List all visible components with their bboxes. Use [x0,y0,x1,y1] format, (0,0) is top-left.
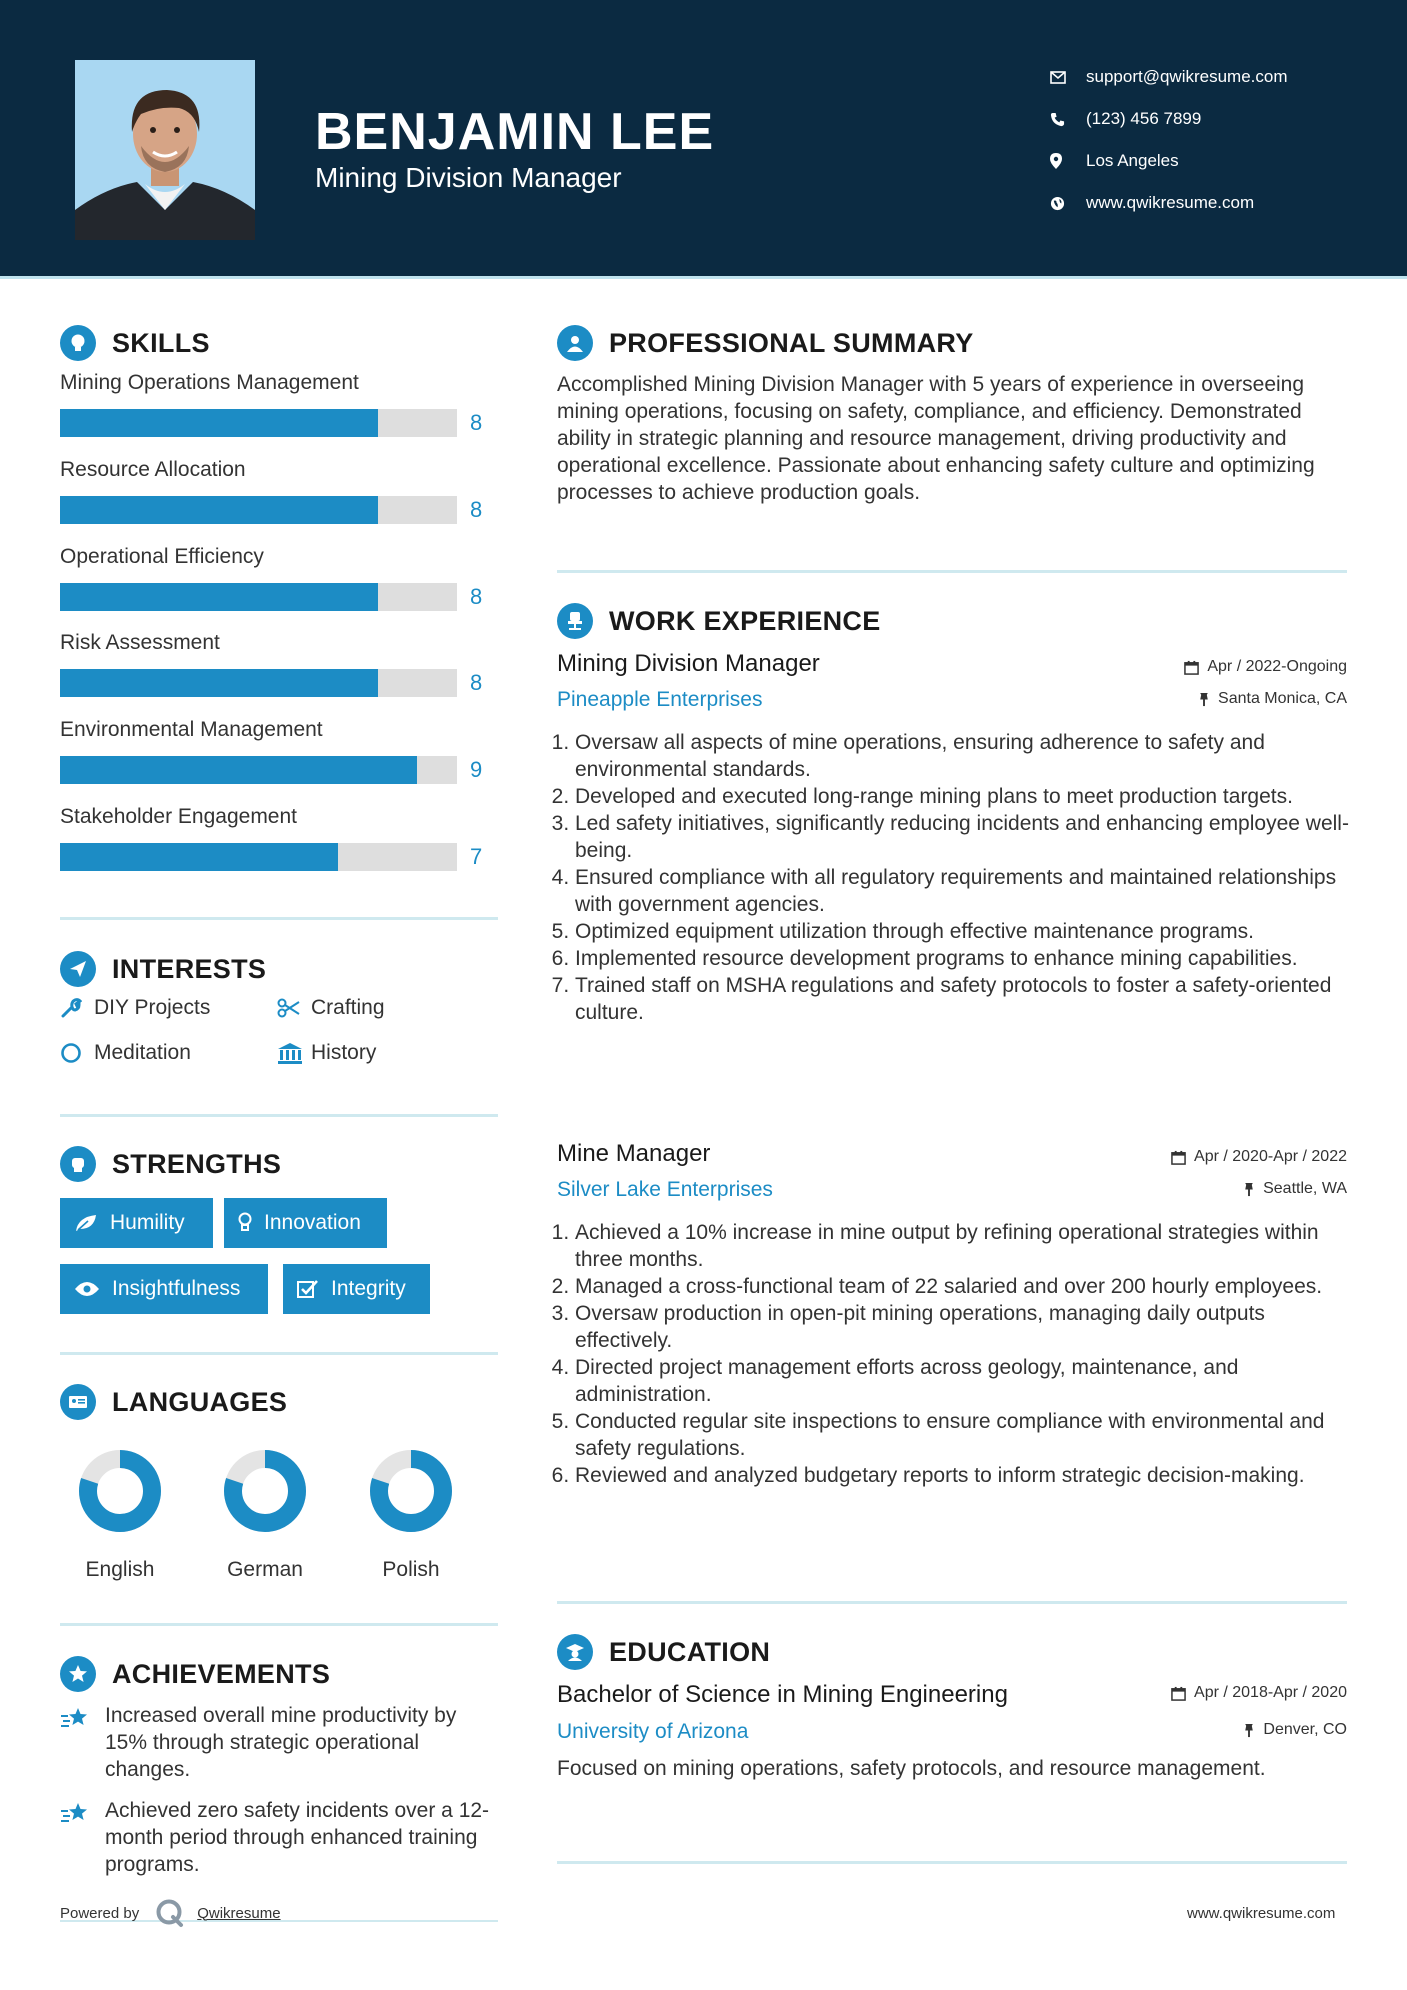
job-bullet: 1. Achieved a 10% increase in mine output by refining operational strategies within three months. [575,1219,1357,1273]
skill-bar-fill [60,669,378,697]
strength-label: Humility [110,1211,185,1234]
section-divider [557,570,1347,573]
skill-name: Operational Efficiency [60,545,264,568]
museum-icon [277,1042,311,1064]
lightbulb-icon [238,1212,252,1234]
skill-bar-fill [60,843,338,871]
achievement-item [60,1702,500,1783]
id-card-icon [60,1384,96,1420]
summary-title: PROFESSIONAL SUMMARY [609,327,974,358]
contact-email[interactable] [1050,56,1288,98]
section-divider [60,1114,498,1117]
school-name: University of Arizona [557,1720,749,1743]
powered-by-label: Powered by [60,1904,140,1922]
star-badge-icon [60,1656,96,1692]
job-location-text: Seattle, WA [1263,1180,1347,1197]
education-title: EDUCATION [609,1636,771,1667]
raised-fist-icon [60,1146,96,1182]
lightbulb-icon [60,325,96,361]
calendar-icon [1171,1686,1186,1701]
summary-text: Accomplished Mining Division Manager with 5 years of experience in overseeing mining operations, focusing on safety, compliance, and efficiency. Demonstrated ability in strategic planning and resource management, driving productivity and operational excellence. Passionate about enhancing safety culture and optimizing processes to achieve production goals. [557,373,1315,504]
section-divider [557,1601,1347,1604]
summary-heading [557,325,974,361]
job-bullet: 7. Trained staff on MSHA regulations and safety protocols to foster a safety-oriented culture. [575,972,1357,1026]
skill-bar-fill [60,756,417,784]
job-bullet: 1. Oversaw all aspects of mine operations, ensuring adherence to safety and environmental standards. [575,729,1357,783]
job-title: Mine Manager [557,1140,711,1167]
language-item [210,1448,320,1582]
interest-item [60,1041,191,1065]
job-location [1243,1180,1347,1198]
skill-bar-fill [60,409,378,437]
circle-icon [60,1042,94,1064]
skill-bar [60,583,457,611]
contact-location [1050,140,1288,182]
calendar-icon [1171,1150,1186,1165]
wrench-icon [60,997,94,1019]
degree-title: Bachelor of Science in Mining Engineering [557,1681,1008,1708]
job-bullet: 4. Ensured compliance with all regulatory requirements and maintained relationships with government agencies. [575,864,1357,918]
skill-score: 8 [470,670,483,695]
skill-score: 8 [470,497,483,522]
interest-item [277,1041,376,1065]
shooting-star-icon [60,1797,105,1878]
section-divider [60,917,498,920]
strength-chip [60,1264,268,1314]
skill-name: Resource Allocation [60,458,246,481]
contact-phone-text: (123) 456 7899 [1086,109,1202,128]
job-dates-text: Apr / 2022-Ongoing [1207,658,1347,675]
education-location-text: Denver, CO [1263,1721,1347,1738]
qwikresume-logo-icon [155,1898,185,1928]
strength-chip [283,1264,430,1314]
checkbox-icon [297,1279,319,1299]
phone-icon [1050,112,1086,127]
skill-name: Stakeholder Engagement [60,805,297,828]
strength-label: Integrity [331,1277,406,1300]
strengths-heading [60,1146,281,1182]
skill-score: 8 [470,410,483,435]
skills-title: SKILLS [112,327,210,358]
eye-icon [74,1281,100,1297]
language-label: English [85,1558,155,1581]
job-bullet: 3. Led safety initiatives, significantly reducing incidents and enhancing employee well-being. [575,810,1357,864]
language-label: Polish [382,1558,440,1581]
skill-name: Environmental Management [60,718,323,741]
contact-location-text: Los Angeles [1086,151,1179,170]
job-dates [1184,658,1347,676]
job-bullet: 4. Directed project management efforts across geology, maintenance, and administration. [575,1354,1357,1408]
skill-score: 8 [470,584,483,609]
pushpin-icon [1198,692,1210,707]
contact-list [1050,56,1288,224]
job-location [1198,690,1347,708]
job-bullet: 5. Optimized equipment utilization through effective maintenance programs. [575,918,1357,945]
achievements-heading [60,1656,330,1692]
skill-bar [60,669,457,697]
language-ring [368,1448,454,1534]
globe-icon [1050,196,1086,211]
skill-bar-fill [60,583,378,611]
interest-item [277,996,385,1020]
job-bullets [557,729,1357,1026]
user-icon [557,325,593,361]
language-label: German [227,1558,303,1581]
job-bullets [557,1219,1357,1489]
achievement-text: Increased overall mine productivity by 15% through strategic operational changes. [105,1704,457,1781]
achievement-text: Achieved zero safety incidents over a 12-month period through enhanced training programs. [105,1799,490,1876]
section-divider [60,1352,498,1355]
education-dates [1171,1684,1347,1702]
leaf-icon [74,1213,98,1233]
contact-phone[interactable] [1050,98,1288,140]
languages-title: LANGUAGES [112,1386,288,1417]
job-bullet: 6. Reviewed and analyzed budgetary reports to inform strategic decision-making. [575,1462,1357,1489]
job-dates [1171,1148,1347,1166]
contact-website-text: www.qwikresume.com [1086,193,1255,212]
skills-heading [60,325,210,361]
skill-bar [60,756,457,784]
powered-by [60,1898,281,1928]
achievements-title: ACHIEVEMENTS [112,1658,331,1689]
shooting-star-icon [60,1702,105,1783]
section-divider [60,1623,498,1626]
skill-bar [60,409,457,437]
resume-header [0,0,1407,276]
skill-score: 7 [470,844,483,869]
qwikresume-link[interactable]: Qwikresume [197,1904,281,1922]
languages-heading [60,1384,287,1420]
candidate-name: BENJAMIN LEE [315,103,715,161]
job-company: Silver Lake Enterprises [557,1178,773,1201]
job-company: Pineapple Enterprises [557,688,763,711]
interests-heading [60,951,266,987]
pushpin-icon [1243,1182,1255,1197]
paper-plane-icon [60,951,96,987]
education-dates-text: Apr / 2018-Apr / 2020 [1194,1684,1347,1701]
contact-website[interactable] [1050,182,1288,224]
job-dates-text: Apr / 2020-Apr / 2022 [1194,1148,1347,1165]
job-bullet: 2. Developed and executed long-range mining plans to meet production targets. [575,783,1357,810]
footer-website[interactable]: www.qwikresume.com [1187,1905,1336,1922]
office-chair-icon [557,603,593,639]
interest-label: Crafting [311,996,385,1019]
strength-chip [224,1198,387,1248]
interest-label: DIY Projects [94,996,211,1019]
section-divider [557,1861,1347,1864]
job-bullet: 5. Conducted regular site inspections to ensure compliance with environmental and safety regulations. [575,1408,1357,1462]
skill-bar [60,843,457,871]
language-ring [222,1448,308,1534]
language-item [356,1448,466,1582]
job-title: Mining Division Manager [557,650,820,677]
interest-label: Meditation [94,1041,191,1064]
job-bullet: 6. Implemented resource development programs to enhance mining capabilities. [575,945,1357,972]
skill-name: Risk Assessment [60,631,220,654]
skill-score: 9 [470,757,483,782]
candidate-title: Mining Division Manager [315,162,622,193]
skill-bar [60,496,457,524]
job-bullet: 2. Managed a cross-functional team of 22 salaried and over 200 hourly employees. [575,1273,1357,1300]
strengths-title: STRENGTHS [112,1148,282,1179]
language-item [65,1448,175,1582]
profile-photo [75,60,255,240]
experience-title: WORK EXPERIENCE [609,605,881,636]
graduate-icon [557,1634,593,1670]
education-location [1243,1721,1347,1739]
language-ring [77,1448,163,1534]
header-underline [0,276,1407,279]
job-bullet: 3. Oversaw production in open-pit mining operations, managing daily outputs effectively. [575,1300,1357,1354]
education-heading [557,1634,770,1670]
envelope-icon [1050,71,1086,84]
calendar-icon [1184,660,1199,675]
scissors-icon [277,998,311,1018]
job-location-text: Santa Monica, CA [1218,690,1347,707]
interest-item [60,996,210,1020]
strength-label: Insightfulness [112,1277,241,1300]
map-pin-icon [1050,153,1086,169]
experience-heading [557,603,881,639]
achievement-item [60,1797,500,1878]
interests-title: INTERESTS [112,953,267,984]
interest-label: History [311,1041,377,1064]
education-description: Focused on mining operations, safety protocols, and resource management. [557,1757,1266,1780]
strength-label: Innovation [264,1211,361,1234]
skill-bar-fill [60,496,378,524]
contact-email-text: support@qwikresume.com [1086,67,1288,86]
pushpin-icon [1243,1723,1255,1738]
strength-chip [60,1198,213,1248]
skill-name: Mining Operations Management [60,371,359,394]
